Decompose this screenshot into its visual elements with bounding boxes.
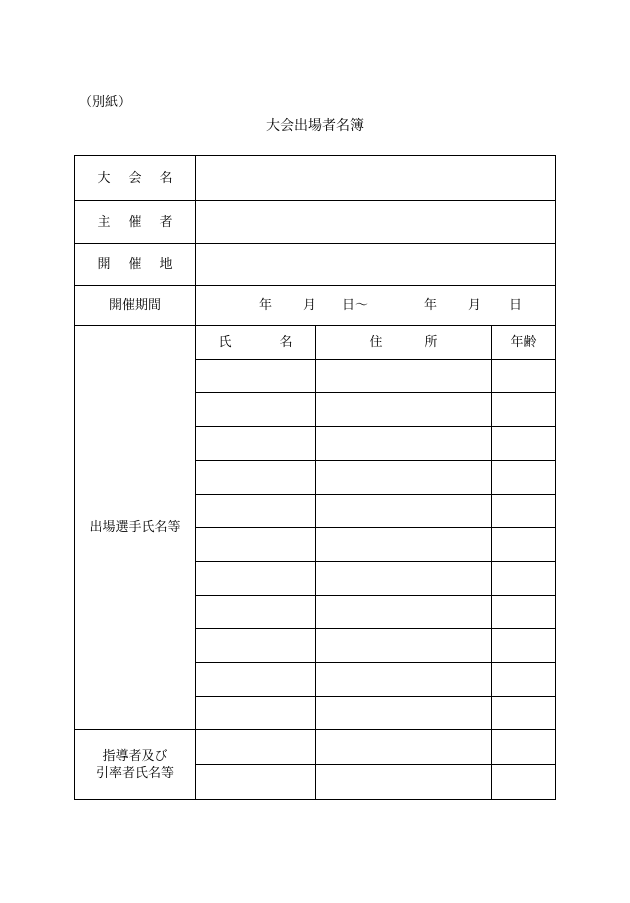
grid-line xyxy=(195,392,555,393)
column-header-name: 氏 名 xyxy=(218,335,293,350)
start-month-unit: 月 xyxy=(303,298,317,313)
end-year-unit: 年 xyxy=(424,298,438,313)
grid-line xyxy=(195,764,555,765)
venue-label: 開 催 地 xyxy=(97,257,173,272)
grid-line xyxy=(195,595,555,596)
grid-line xyxy=(195,662,555,663)
period-field[interactable] xyxy=(196,286,555,325)
attachment-note: （別紙） xyxy=(79,95,132,110)
leaders-label: 指導者及び 引率者氏名等 xyxy=(95,748,174,781)
document-title: 大会出場者名簿 xyxy=(266,118,364,134)
grid-line xyxy=(195,359,555,360)
event-name-label: 大 会 名 xyxy=(97,170,173,186)
grid-line xyxy=(195,696,555,697)
grid-line xyxy=(195,527,555,528)
grid-line xyxy=(195,494,555,495)
grid-line xyxy=(195,628,555,629)
period-label: 開催期間 xyxy=(108,298,161,313)
end-month-unit: 月 xyxy=(468,298,482,313)
participant-roster-form xyxy=(74,155,556,800)
end-day-unit: 日 xyxy=(509,298,523,313)
event-name-field[interactable] xyxy=(196,156,555,200)
athletes-label: 出場選手氏名等 xyxy=(89,520,181,535)
grid-line xyxy=(195,426,555,427)
organizer-field[interactable] xyxy=(196,201,555,243)
grid-line xyxy=(195,460,555,461)
column-header-address: 住 所 xyxy=(369,335,438,350)
organizer-label: 主 催 者 xyxy=(97,214,173,230)
name-address-divider xyxy=(315,326,316,799)
venue-field[interactable] xyxy=(196,244,555,285)
grid-line xyxy=(195,561,555,562)
column-header-age: 年齢 xyxy=(510,335,537,350)
start-day-unit: 日〜 xyxy=(342,298,369,313)
address-age-divider xyxy=(491,326,492,799)
start-year-unit: 年 xyxy=(259,298,273,313)
